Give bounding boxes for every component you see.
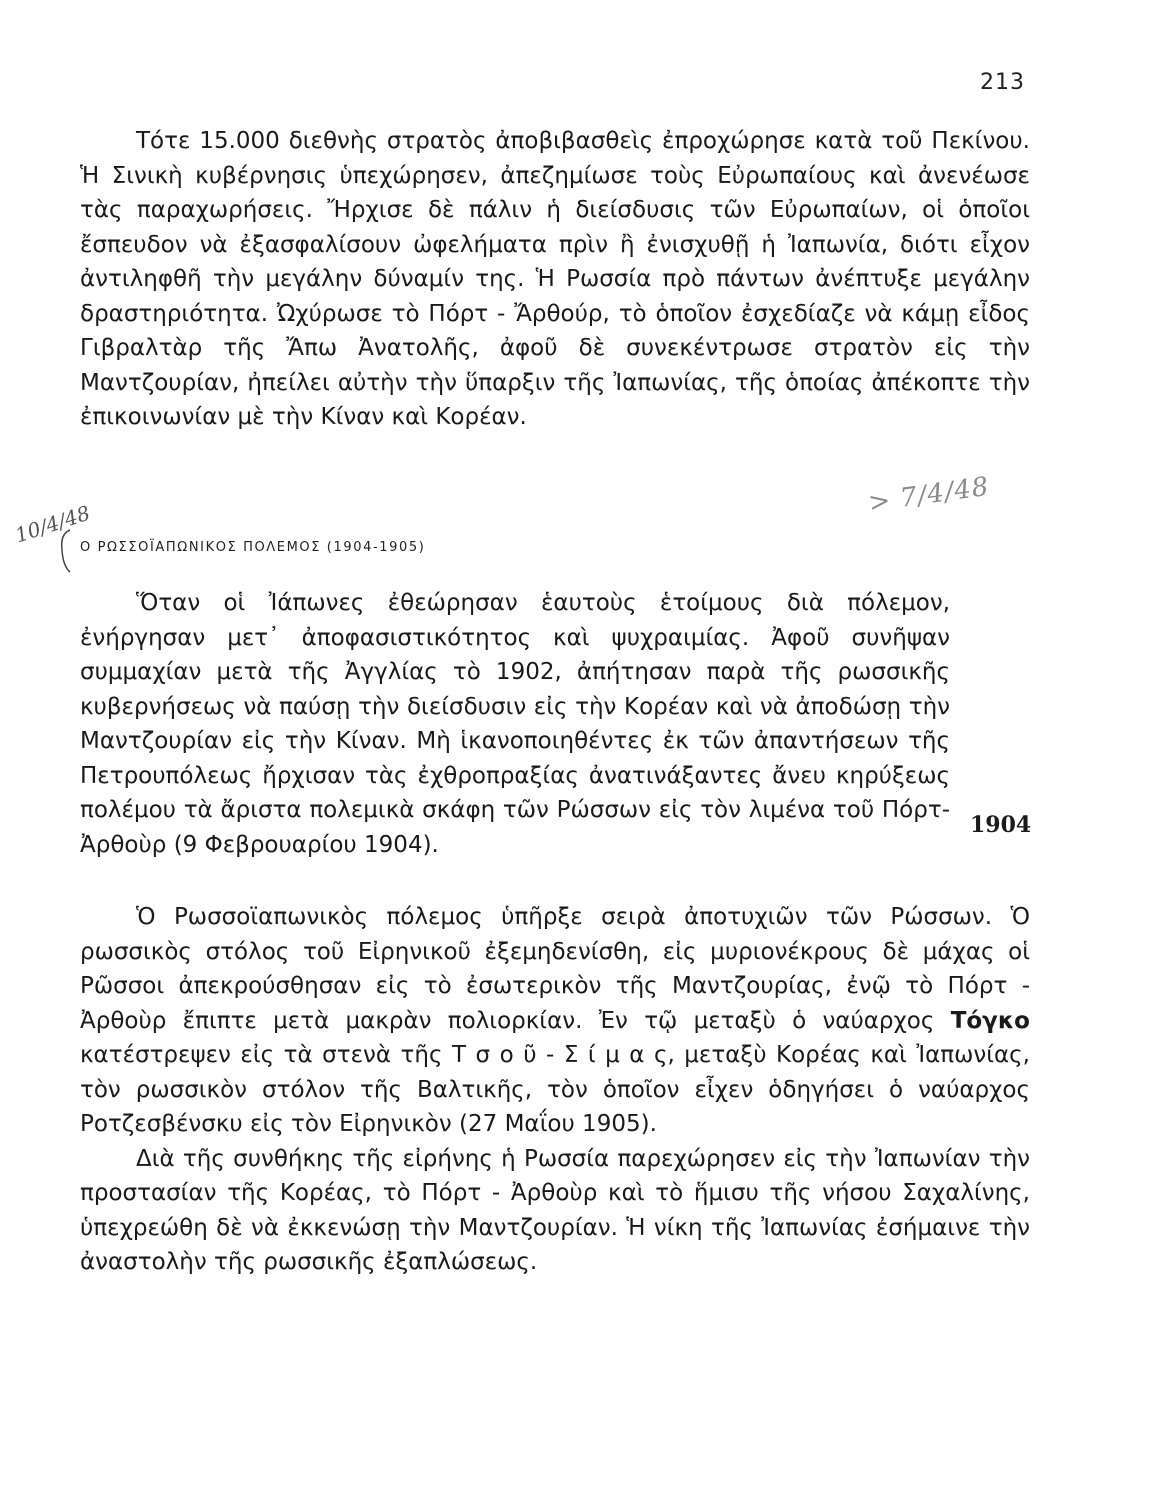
paragraph-foreign-penetration: Τότε 15.000 διεθνὴς στρατὸς ἀποβιβασθεὶς ἐπροχώρησε κατὰ τοῦ Πεκίνου. Ἡ Σινικὴ κυβέρνησις ὑπεχώρησεν, ἀπεζημίωσε τοὺς Εὐρωπαίους καὶ ἀνενέωσε τὰς παραχωρήσεις. Ἤρχισε δὲ πάλιν ἡ διείσδυσις τῶν Εὐρωπαίων, οἱ ὁποῖοι ἔσπευδον νὰ ἐξασφαλίσουν ὠφελήματα πρὶν ἢ ἐνισχυθῇ ἡ Ἰαπωνία, διότι εἶχον ἀντιληφθῆ τὴν μεγάλην δύναμίν της. Ἡ Ρωσσία πρὸ πάντων ἀνέπτυξε μεγάλην δραστηριότητα. Ὠχύρωσε τὸ Πόρτ - Ἄρθούρ, τὸ ὁποῖον ἐσχεδίαζε νὰ κάμῃ εἶδος Γιβραλτὰρ τῆς Ἄπω Ἀνατολῆς, ἀφοῦ δὲ συνεκέντρωσε στρατὸν εἰς τὴν Μαντζουρίαν, ἠπείλει αὐτὴν τὴν ὕπαρξιν τῆς Ἰαπωνίας, τῆς ὁποίας ἀπέκοπτε τὴν ἐπικοινωνίαν μὲ τὴν Κίναν καὶ Κορέαν. [80,128,1030,430]
admiral-togo-name: Τόγκο [950,1007,1030,1034]
paragraph-war-outbreak: Ὅταν οἱ Ἰάπωνες ἐθεώρησαν ἑαυτοὺς ἑτοίμους διὰ πόλεμον, ἐνήργησαν μετ᾽ ἀποφασιστικότητος καὶ ψυχραιμίας. Ἀφοῦ συνῆψαν συμμαχίαν μετὰ τῆς Ἀγγλίας τὸ 1902, ἀπήτησαν παρὰ τῆς ρωσσικῆς κυβερνήσεως νὰ παύσῃ τὴν διείσδυσιν εἰς τὴν Κορέαν καὶ νὰ ἀποδώσῃ τὴν Μαντζουρίαν εἰς τὴν Κίναν. Μὴ ἱκανοποιηθέντες ἐκ τῶν ἀπαντήσεων τῆς Πετρουπόλεως ἤρχισαν τὰς ἐχθροπραξίας ἀνατινάξαντες ἄνευ κηρύξεως πολέμου τὰ ἄριστα πολεμικὰ σκάφη τῶν Ρώσσων εἰς τὸν λιμένα τοῦ Πόρτ-Ἀρθοὺρ (9 Φεβρουαρίου 1904). [80,590,950,858]
handwritten-margin-date: 10/4/48 [12,500,93,548]
margin-year-note: 1904 [970,812,1032,838]
intro-text-block [80,124,1030,435]
page-number: 213 [980,70,1025,95]
war-outbreak-text-block [80,586,950,862]
war-course-text-b: κατέστρεψεν εἰς τὰ στενὰ τῆς Τ σ ο ῦ - Σ ί μ α ς, μεταξὺ Κορέας καὶ Ἰαπωνίας, τὸν ρωσσικὸν στόλον τῆς Βαλτικῆς, τὸν ὁποῖον εἶχεν ὁδηγήσει ὁ ναύαρχος Ροτζεσβένσκυ εἰς τὸν Εἰρηνικὸν (27 Μαΐου 1905). [80,1042,1030,1137]
handwritten-bracket-mark [58,528,72,574]
paragraph-peace-treaty: Διὰ τῆς συνθήκης τῆς εἰρήνης ἡ Ρωσσία παρεχώρησεν εἰς τὴν Ἰαπωνίαν τὴν προστασίαν τῆς Κορέας, τὸ Πόρτ - Ἀρθοὺρ καὶ τὸ ἥμισυ τῆς νήσου Σαχαλίνης, ὑπεχρεώθη δὲ νὰ ἐκκενώσῃ τὴν Μαντζουρίαν. Ἡ νίκη τῆς Ἰαπωνίας ἐσήμαινε τὴν ἀναστολὴν τῆς ρωσσικῆς ἐξαπλώσεως. [80,1145,1030,1275]
section-heading: Ο ΡΩΣΣΟΪΑΠΩΝΙΚΟΣ ΠΟΛΕΜΟΣ (1904-1905) [80,540,426,555]
paragraph-war-course [80,900,1030,1142]
handwritten-date-note: > 7/4/48 [866,471,992,519]
war-course-text-a: Ὁ Ρωσσοϊαπωνικὸς πόλεμος ὑπῆρξε σειρὰ ἀποτυχιῶν τῶν Ρώσσων. Ὁ ρωσσικὸς στόλος τοῦ Εἰρηνικοῦ ἐξεμηδενίσθη, εἰς μυριονέκρους δὲ μάχας οἱ Ρῶσσοι ἀπεκρούσθησαν εἰς τὸ ἐσωτερικὸν τῆς Μαντζουρίας, ἐνῷ τὸ Πόρτ - Ἀρθοὺρ ἔπιπτε μετὰ μακρὰν πολιορκίαν. Ἐν τῷ μεταξὺ ὁ ναύαρχος [80,904,1030,1034]
war-course-text-block [80,900,1030,1280]
